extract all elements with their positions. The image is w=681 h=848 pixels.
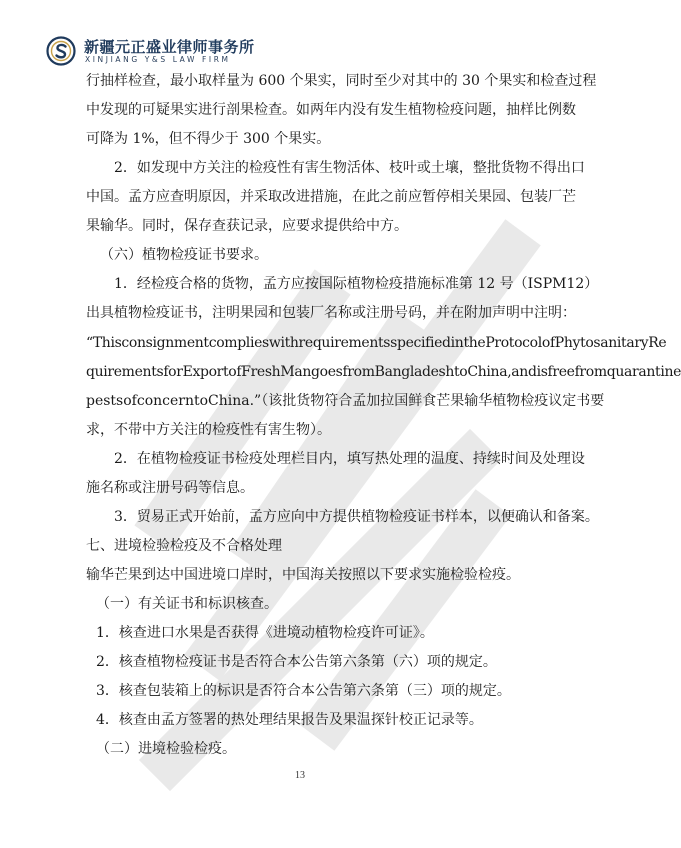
- paragraph-line: 求，不带中方关注的检疫性有害生物）。: [86, 422, 331, 438]
- paragraph-line: 3．贸易正式开始前，孟方应向中方提供植物检疫证书样本，以便确认和备案。: [114, 509, 599, 525]
- section-heading: （二）进境检验检疫。: [96, 741, 236, 757]
- paragraph-line: 输华芒果到达中国进境口岸时，中国海关按照以下要求实施检验检疫。: [86, 567, 520, 583]
- paragraph-line: 中国。孟方应查明原因，并采取改进措施，在此之前应暂停相关果园、包装厂芒: [86, 189, 576, 205]
- paragraph-line: 中发现的可疑果实进行剖果检查。如两年内没有发生植物检疫问题，抽样比例数: [86, 102, 576, 118]
- paragraph-line: 施名称或注册号码等信息。: [86, 480, 254, 496]
- paragraph-line: 2．如发现中方关注的检疫性有害生物活体、枝叶或土壤，整批货物不得出口: [114, 160, 585, 176]
- firm-name-en: XINJIANG Y&S LAW FIRM: [85, 55, 231, 64]
- page-number: 13: [295, 770, 305, 781]
- list-item: 4．核查由孟方签署的热处理结果报告及果温探针校正记录等。: [96, 712, 483, 728]
- paragraph-line: “ThisconsignmentcomplieswithrequirementsspecifiedintheProtocolofPhytosanitaryRe: [86, 335, 667, 351]
- paragraph-line: 出具植物检疫证书，注明果园和包装厂名称或注册号码，并在附加声明中注明：: [86, 305, 576, 321]
- paragraph-line: 果输华。同时，保存查获记录，应要求提供给中方。: [86, 218, 408, 234]
- paragraph-line: 行抽样检查，最小取样量为 600 个果实，同时至少对其中的 30 个果实和检查过程: [86, 73, 597, 89]
- section-heading: 七、进境检验检疫及不合格处理: [86, 538, 282, 554]
- firm-logo-icon: [46, 36, 76, 66]
- section-heading: （一）有关证书和标识核查。: [96, 596, 278, 612]
- paragraph-line: 可降为 1%，但不得少于 300 个果实。: [86, 131, 331, 147]
- list-item: 2．核查植物检疫证书是否符合本公告第六条第（六）项的规定。: [96, 654, 497, 670]
- firm-header: [46, 36, 296, 68]
- paragraph-line: 1．经检疫合格的货物，孟方应按国际植物检疫措施标准第 12 号（ISPM12）: [114, 276, 599, 292]
- paragraph-line: quirementsforExportofFreshMangoesfromBangladeshtoChina,andisfreefromquarantine: [86, 364, 681, 380]
- paragraph-line: pestsofconcerntoChina.”（该批货物符合孟加拉国鲜食芒果输华植物检疫议定书要: [86, 393, 605, 409]
- section-heading: （六）植物检疫证书要求。: [100, 247, 268, 263]
- firm-name-cn: 新疆元正盛业律师事务所: [84, 38, 255, 56]
- list-item: 1．核查进口水果是否获得《进境动植物检疫许可证》。: [96, 625, 434, 641]
- list-item: 3．核查包装箱上的标识是否符合本公告第六条第（三）项的规定。: [96, 683, 511, 699]
- paragraph-line: 2．在植物检疫证书检疫处理栏目内，填写热处理的温度、持续时间及处理设: [114, 451, 585, 467]
